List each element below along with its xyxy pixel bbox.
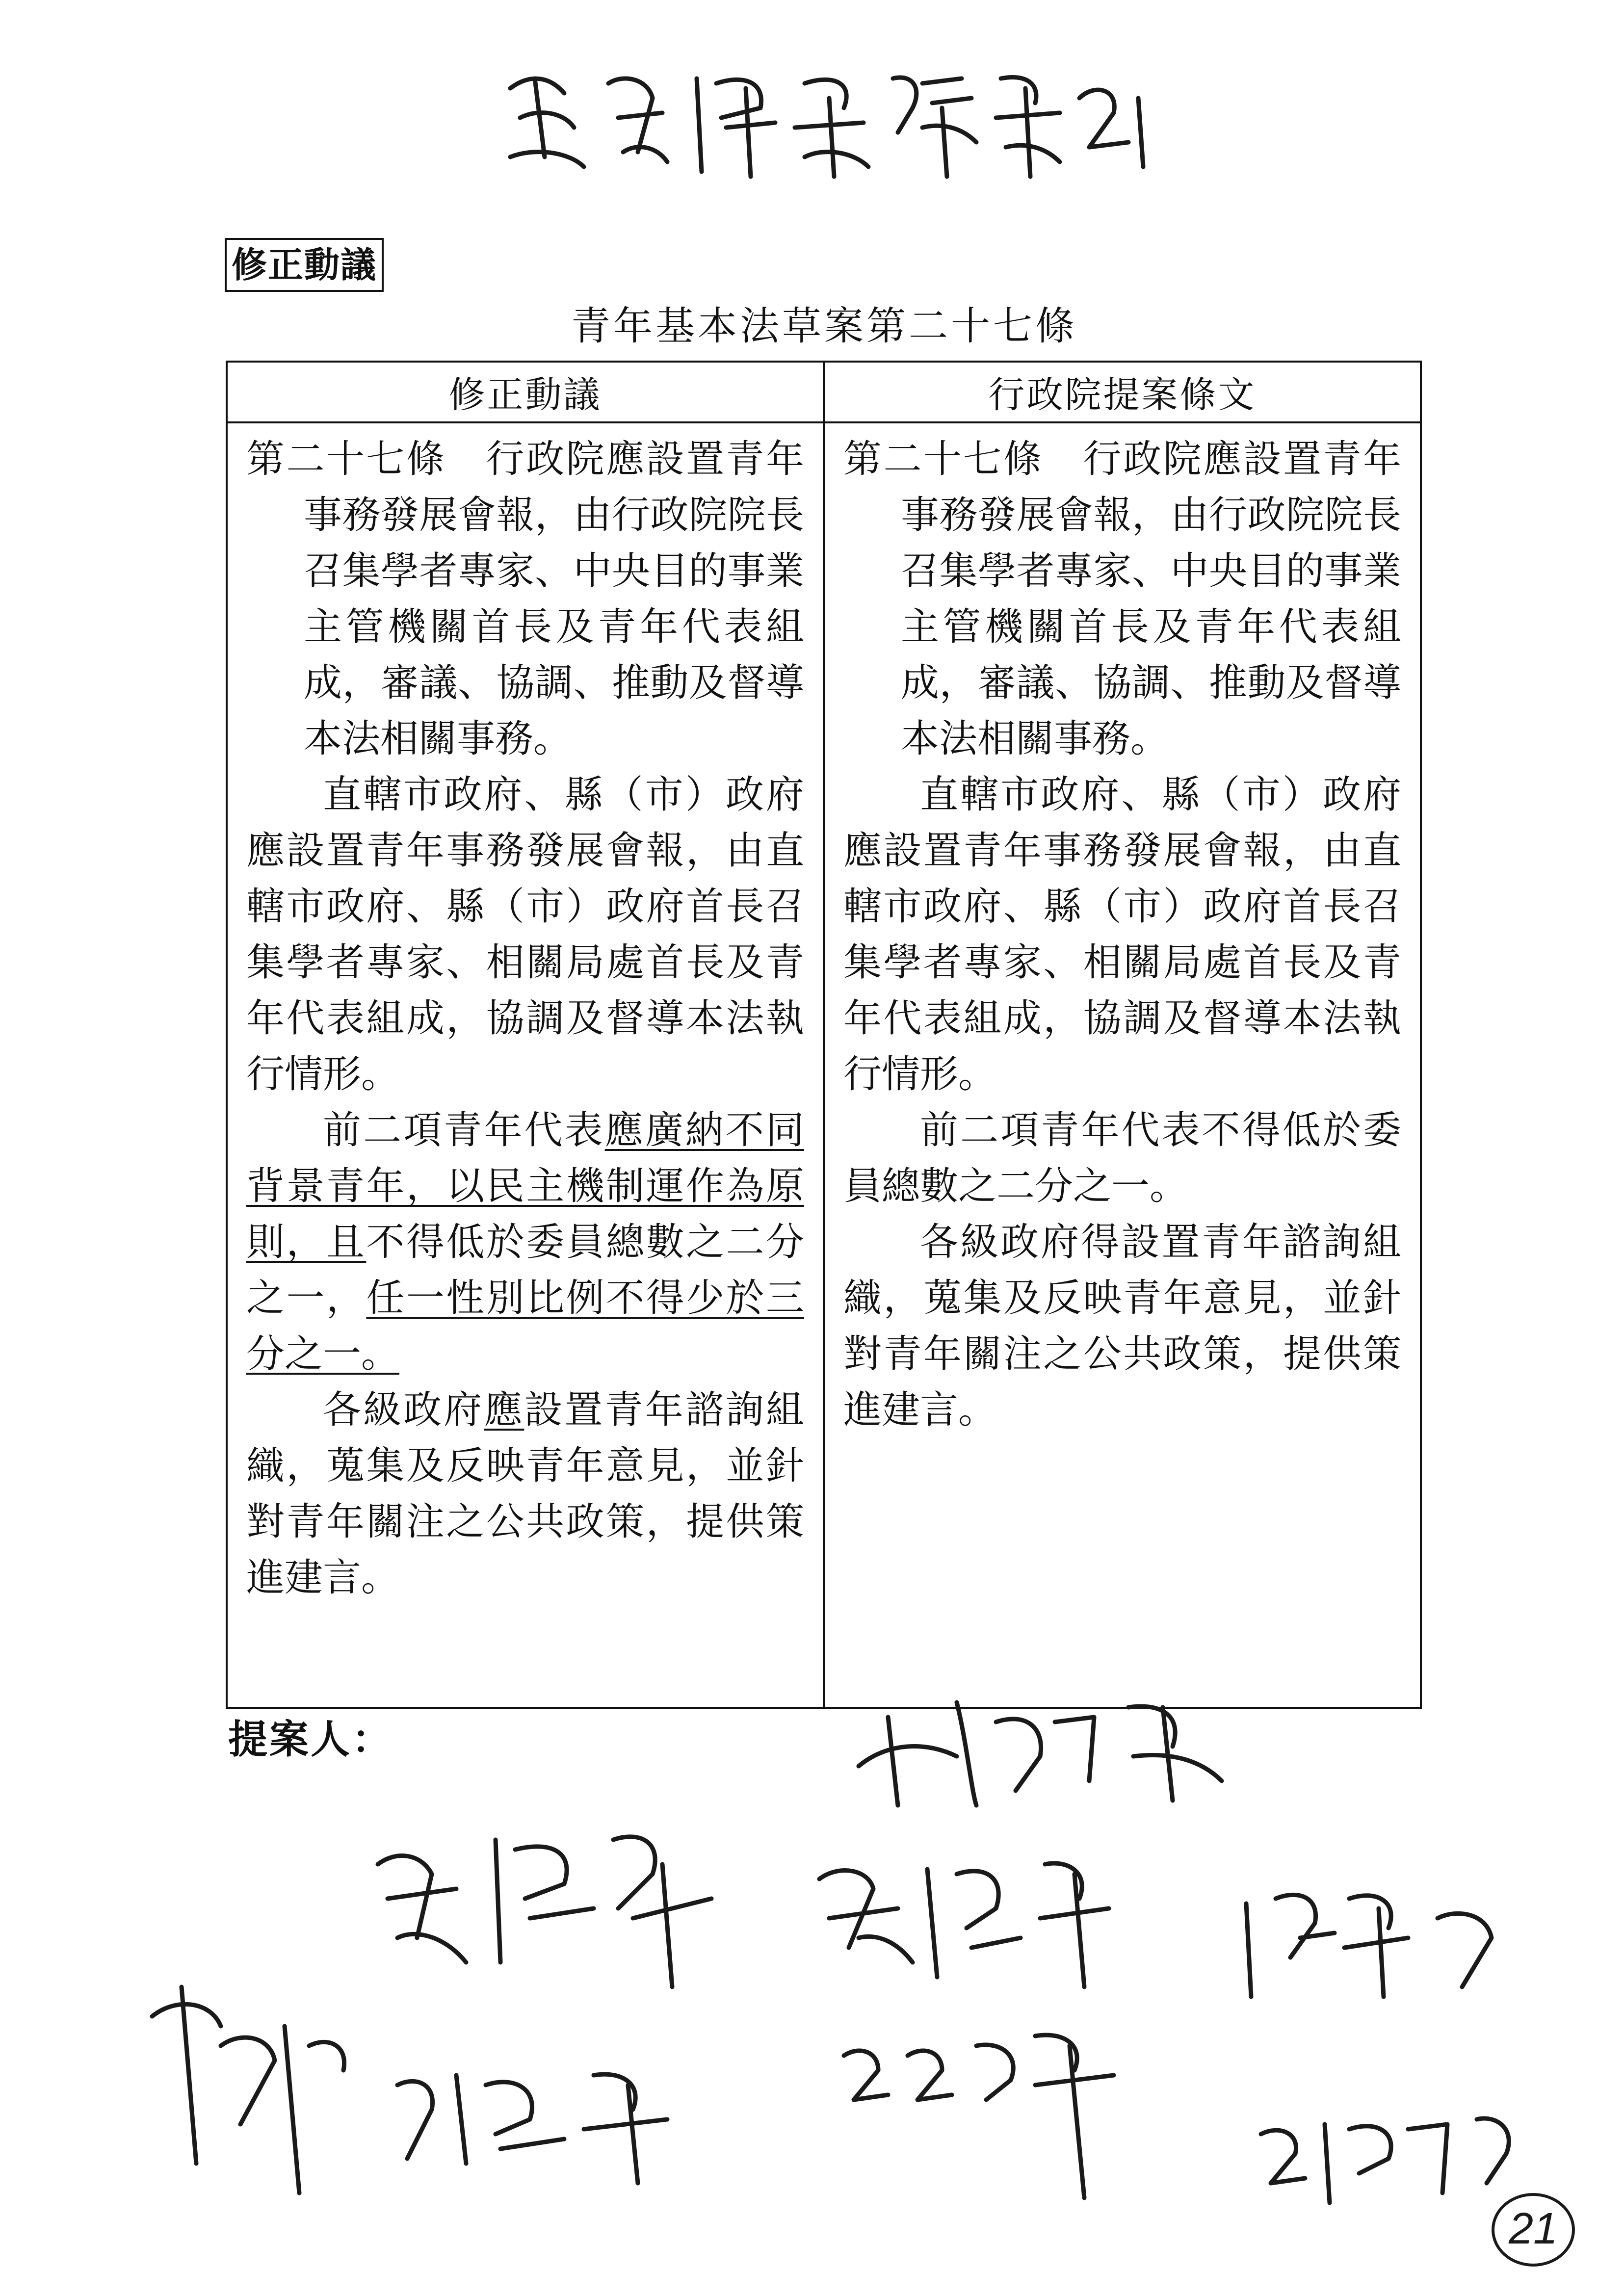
executive-yuan-cell bbox=[824, 422, 1421, 1708]
executive-paragraph-2: 直轄市政府、縣（市）政府應設置青年事務發展會報，由直轄市政府、縣（市）政府首長召集學者專家、相關局處首長及青年代表組成，協調及督導本法執行情形。 bbox=[843, 773, 1401, 1096]
table-body-row bbox=[227, 422, 1421, 1708]
amendment-cell bbox=[227, 422, 824, 1708]
page-number-badge bbox=[1492, 2193, 1575, 2267]
document-title: 青年基本法草案第二十七條 bbox=[571, 303, 1077, 349]
handwritten-signatures bbox=[123, 1644, 1545, 2257]
underlined-text-segment: 任一性別比例不得少於三分之一。 bbox=[246, 1276, 804, 1376]
signature-stroke bbox=[1246, 1895, 1492, 1997]
executive-article-paragraph: 第二十七條 行政院應設置青年事務發展會報，由行政院院長召集學者專家、中央目的事業主管機關首長及青年代表組成，審議、協調、推動及督導本法相關事務。 bbox=[843, 437, 1401, 761]
underlined-text-segment: 應廣納不同背景青年，以民主機制運作為原則，且 bbox=[246, 1108, 804, 1264]
underlined-text-segment: 應 bbox=[484, 1388, 524, 1432]
signature-stroke bbox=[819, 1863, 1109, 1987]
signature-stroke bbox=[1261, 2118, 1509, 2203]
amendment-paragraph-2: 直轄市政府、縣（市）政府應設置青年事務發展會報，由直轄市政府、縣（市）政府首長召集學者專家、相關局處首長及青年代表組成，協調及督導本法執行情形。 bbox=[246, 773, 804, 1096]
left-column-header: 修正動議 bbox=[227, 362, 824, 422]
text-segment: 設置青年諮詢組織，蒐集及反映青年意見，並針對青年關注之公共政策，提供策進建言。 bbox=[246, 1388, 804, 1600]
signature-stroke bbox=[859, 1702, 1222, 1805]
text-segment: 不得低於委員總數之二分之一， bbox=[246, 1220, 804, 1320]
amendment-paragraph-4 bbox=[246, 1382, 804, 1606]
motion-tag: 修正動議 bbox=[225, 238, 384, 292]
executive-paragraph-4: 各級政府得設置青年諮詢組織，蒐集及反映青年意見，並針對青年關注之公共政策，提供策進建言。 bbox=[843, 1220, 1401, 1432]
amendment-article-paragraph: 第二十七條 行政院應設置青年事務發展會報，由行政院院長召集學者專家、中央目的事業主管機關首長及青年代表組成，審議、協調、推動及督導本法相關事務。 bbox=[246, 437, 804, 761]
table-header-row bbox=[227, 362, 1421, 422]
proposers-label: 提案人： bbox=[228, 1716, 393, 1762]
signature-stroke bbox=[152, 1987, 344, 2193]
page-number: 21 bbox=[1508, 2204, 1558, 2253]
handwritten-header-note bbox=[491, 29, 1227, 191]
signature-stroke bbox=[378, 1837, 711, 1987]
comparison-table bbox=[226, 361, 1422, 1709]
text-segment: 前二項青年代表 bbox=[323, 1108, 605, 1152]
right-column-header: 行政院提案條文 bbox=[824, 362, 1421, 422]
amendment-paragraph-3 bbox=[246, 1102, 804, 1382]
signature-stroke bbox=[844, 2035, 1114, 2198]
text-segment: 各級政府 bbox=[323, 1388, 484, 1432]
executive-paragraph-3: 前二項青年代表不得低於委員總數之二分之一。 bbox=[843, 1108, 1401, 1208]
signature-stroke bbox=[397, 2074, 667, 2183]
